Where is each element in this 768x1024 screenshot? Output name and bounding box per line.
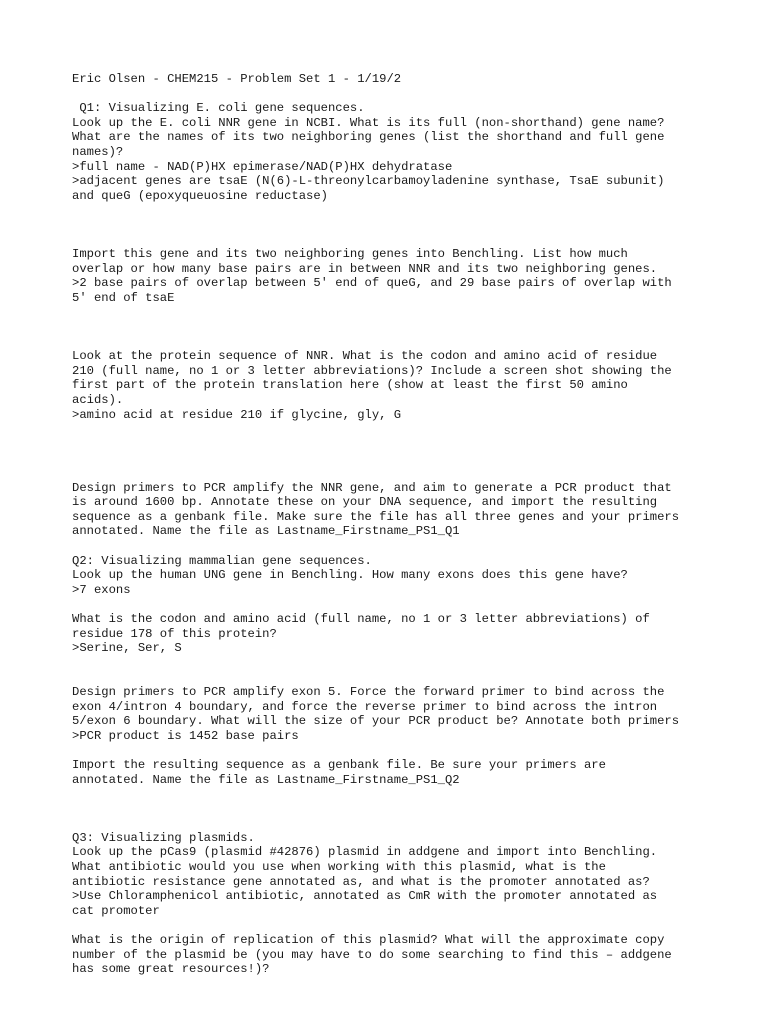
document-line — [72, 451, 732, 466]
document-line — [72, 335, 732, 350]
document-line — [72, 816, 732, 831]
document-line: >2 base pairs of overlap between 5' end of queG, and 29 base pairs of overlap with — [72, 276, 672, 291]
document-line — [72, 787, 732, 802]
document-line: >PCR product is 1452 base pairs — [72, 728, 299, 743]
document-line — [72, 539, 732, 554]
document-line: What is the origin of replication of this plasmid? What will the approximate copy — [72, 933, 665, 948]
document-line: 5/exon 6 boundary. What will the size of your PCR product be? Annotate both primers — [72, 714, 680, 729]
document-line — [72, 218, 732, 233]
document-line — [72, 422, 732, 437]
document-line: >Use Chloramphenicol antibiotic, annotated as CmR with the promoter annotated as — [72, 889, 658, 904]
document-line: Look up the human UNG gene in Benchling. How many exons does this gene have? — [72, 568, 628, 583]
document-line — [72, 233, 732, 248]
document-line: acids). — [72, 393, 124, 408]
document-line: >full name - NAD(P)HX epimerase/NAD(P)HX dehydratase — [72, 159, 453, 174]
document-line: is around 1600 bp. Annotate these on your DNA sequence, and import the resulting — [72, 495, 658, 510]
document-line — [72, 203, 732, 218]
document-line: Design primers to PCR amplify the NNR gene, and aim to generate a PCR product that — [72, 480, 672, 495]
document-line — [72, 670, 732, 685]
document-line: annotated. Name the file as Lastname_Firstname_PS1_Q1 — [72, 524, 460, 539]
document-line: Import the resulting sequence as a genbank file. Be sure your primers are — [72, 757, 606, 772]
document-line: Look up the E. coli NNR gene in NCBI. What is its full (non-shorthand) gene name? — [72, 115, 665, 130]
document-line — [72, 802, 732, 817]
document-line — [72, 87, 732, 102]
document-line: and queG (epoxyqueuosine reductase) — [72, 188, 328, 203]
document-line — [72, 320, 732, 335]
document-line: Look at the protein sequence of NNR. What is the codon and amino acid of residue — [72, 349, 658, 364]
document-line: exon 4/intron 4 boundary, and force the reverse primer to bind across the intron — [72, 699, 658, 714]
document-line: names)? — [72, 144, 124, 159]
document-line — [72, 437, 732, 452]
document-line: 210 (full name, no 1 or 3 letter abbreviations)? Include a screen shot showing the — [72, 363, 672, 378]
document-line — [72, 918, 732, 933]
document-line: residue 178 of this protein? — [72, 626, 277, 641]
document-line: >7 exons — [72, 582, 131, 597]
document-line: 5' end of tsaE — [72, 290, 175, 305]
document-line: What antibiotic would you use when working with this plasmid, what is the — [72, 860, 606, 875]
document-line: cat promoter — [72, 903, 160, 918]
document-line: >Serine, Ser, S — [72, 641, 182, 656]
document-line: >adjacent genes are tsaE (N(6)-L-threonylcarbamoyladenine synthase, TsaE subunit) — [72, 174, 665, 189]
document-line: >amino acid at residue 210 if glycine, gly, G — [72, 407, 402, 422]
document-line: has some great resources!)? — [72, 962, 270, 977]
document-line: What are the names of its two neighboring genes (list the shorthand and full gene — [72, 130, 665, 145]
document-line: Import this gene and its two neighboring genes into Benchling. List how much — [72, 247, 628, 262]
document-line — [72, 656, 732, 671]
document-line: antibiotic resistance gene annotated as, and what is the promoter annotated as? — [72, 874, 650, 889]
document-line: Q3: Visualizing plasmids. — [72, 830, 255, 845]
document-line: sequence as a genbank file. Make sure the file has all three genes and your primers — [72, 509, 680, 524]
document-line — [72, 306, 732, 321]
document-line: What is the codon and amino acid (full name, no 1 or 3 letter abbreviations) of — [72, 611, 650, 626]
document-line: Eric Olsen - CHEM215 - Problem Set 1 - 1/19/2 — [72, 72, 402, 86]
document-line — [72, 743, 732, 758]
document-line — [72, 466, 732, 481]
document-line: first part of the protein translation here (show at least the first 50 amino — [72, 378, 628, 393]
document-line: overlap or how many base pairs are in between NNR and its two neighboring genes. — [72, 261, 658, 276]
document-line: Q1: Visualizing E. coli gene sequences. — [72, 101, 365, 116]
document-line: number of the plasmid be (you may have to do some searching to find this – addgene — [72, 947, 672, 962]
document-line: Look up the pCas9 (plasmid #42876) plasmid in addgene and import into Benchling. — [72, 845, 658, 860]
document-line: Design primers to PCR amplify exon 5. Force the forward primer to bind across the — [72, 684, 665, 699]
document-line: Q2: Visualizing mammalian gene sequences. — [72, 553, 372, 568]
document-line — [72, 597, 732, 612]
document-line: annotated. Name the file as Lastname_Firstname_PS1_Q2 — [72, 772, 460, 787]
document-body — [72, 72, 732, 977]
